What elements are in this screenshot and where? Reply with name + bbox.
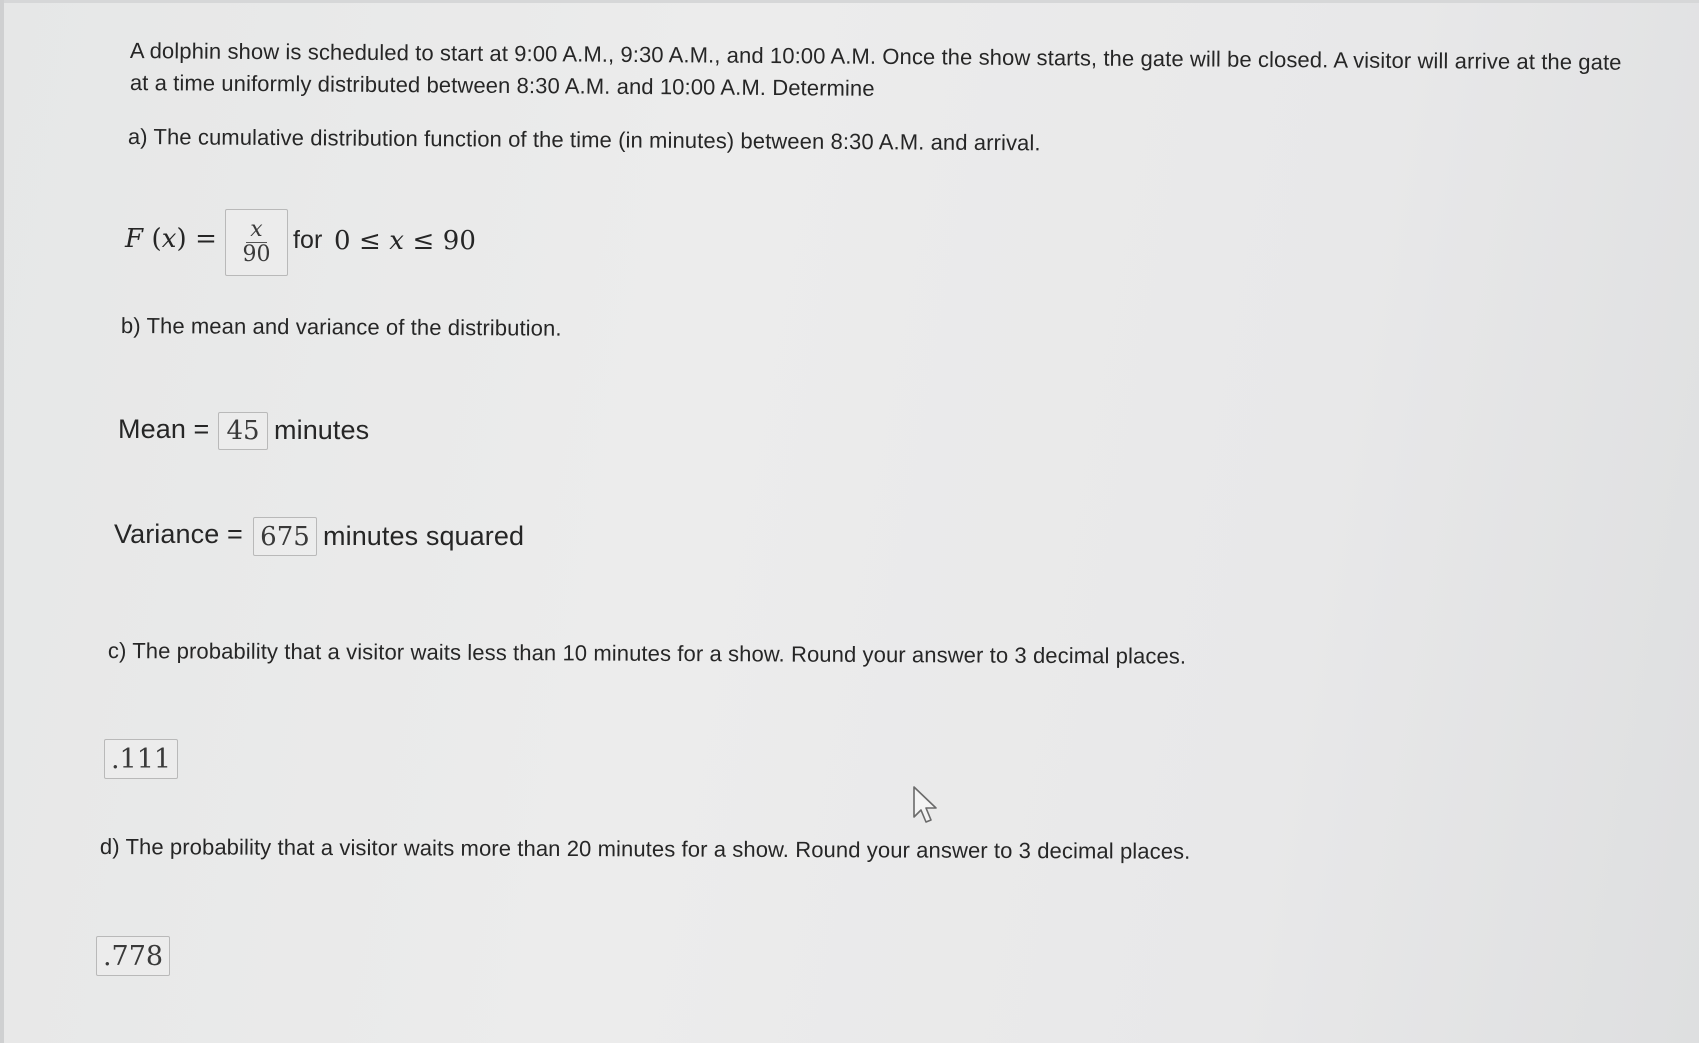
screen-left-edge [0, 0, 4, 1043]
variance-answer-field[interactable]: 675 [253, 517, 317, 556]
cdf-lhs: F (x) = [125, 224, 218, 254]
cdf-denominator: 90 [242, 242, 271, 267]
cdf-answer-field[interactable] [225, 209, 288, 276]
part-d-prompt: d) The probability that a visitor waits more than 20 minutes for a show. Round your answer to 3 decimal places. [99, 834, 1191, 864]
variance-unit: minutes squared [323, 521, 525, 551]
part-c-prompt: c) The probability that a visitor waits less than 10 minutes for a show. Round your answer to 3 decimal places. [107, 638, 1187, 669]
problem-statement-line-1: A dolphin show is scheduled to start at 9:00 A.M., 9:30 A.M., and 10:00 A.M. Once the show starts, the gate will be closed. A visitor will arrive at the gate [129, 37, 1622, 75]
part-c-answer-field[interactable]: .111 [104, 739, 178, 779]
mean-label: Mean = [118, 414, 210, 444]
screen-top-edge [0, 0, 1699, 3]
part-b-prompt: b) The mean and variance of the distribution. [120, 312, 562, 341]
mean-unit: minutes [274, 415, 370, 445]
cdf-condition: 0 ≤ x ≤ 90 [334, 226, 477, 256]
part-d-answer-field[interactable]: .778 [96, 936, 170, 976]
cdf-numerator: x [246, 218, 266, 243]
variance-label: Variance = [114, 519, 243, 549]
mouse-pointer-icon [912, 785, 940, 825]
mean-answer-field[interactable]: 45 [218, 412, 268, 450]
part-a-prompt: a) The cumulative distribution function of the time (in minutes) between 8:30 A.M. and arrival. [127, 123, 1041, 156]
cdf-for-word: for [293, 226, 323, 254]
problem-statement-line-2: at a time uniformly distributed between 8:30 A.M. and 10:00 A.M. Determine [129, 69, 875, 101]
cdf-fraction [243, 218, 271, 267]
